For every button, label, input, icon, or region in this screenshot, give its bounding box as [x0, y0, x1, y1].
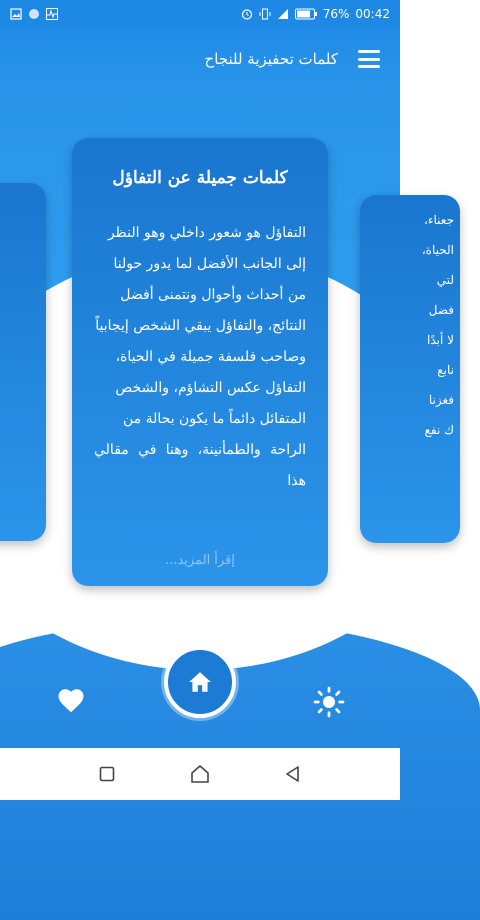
bottom-navigation [0, 620, 400, 740]
text-line [0, 343, 40, 373]
text-line [0, 373, 40, 403]
system-navigation-bar [0, 748, 400, 800]
text-line: من أحداث وأحوال ونتمنى أفضل [120, 287, 306, 303]
home-icon [187, 669, 213, 695]
text-line: نابع [437, 363, 454, 377]
sun-icon[interactable] [313, 686, 345, 718]
square-icon[interactable] [95, 762, 119, 786]
text-line: الحياة، [421, 243, 454, 257]
image-icon [10, 8, 22, 20]
text-line [0, 253, 40, 283]
text-line [0, 313, 40, 343]
battery-percent: 76% [322, 7, 350, 21]
quote-card[interactable] [72, 138, 328, 586]
text-line [0, 403, 40, 433]
heart-icon[interactable] [56, 686, 86, 716]
card-title: كلمات جميلة عن التفاؤل [112, 168, 288, 188]
text-line [0, 283, 40, 313]
status-bar [0, 0, 400, 28]
quote-card-previous[interactable] [0, 183, 46, 541]
vibrate-icon [259, 8, 271, 20]
text-line: فغزنا [428, 393, 454, 407]
text-line [0, 193, 40, 223]
text-line: وصاحب فلسفة جميلة في الحياة، [115, 349, 306, 365]
card-text [0, 183, 46, 473]
text-line: الراحة والطمأنينة، وهنا في مقالي هذا [94, 442, 306, 489]
activity-icon [46, 8, 58, 20]
app-bar [0, 28, 400, 92]
alarm-icon [241, 8, 253, 20]
clock: 00:42 [355, 7, 390, 21]
text-line: لا أبدًا [427, 333, 454, 347]
text-line: إلى الجانب الأفضل لما يدور حولنا [113, 256, 306, 272]
circle-icon [28, 8, 40, 20]
quote-card-next[interactable] [360, 195, 460, 543]
text-line: لتي [436, 273, 454, 287]
battery-icon [295, 8, 317, 20]
card-text [360, 195, 460, 455]
app-title: كلمات تحفيزية للنجاح [204, 50, 338, 68]
text-line: المتفائل دائماً ما يكون بحالة من [123, 411, 306, 427]
text-line [0, 433, 40, 463]
text-line: ك نفع [424, 423, 454, 437]
text-line [0, 223, 40, 253]
text-line: جعناء، [424, 213, 454, 227]
text-line: فضل [428, 303, 454, 317]
back-triangle-icon[interactable] [281, 762, 305, 786]
home-button[interactable] [164, 646, 236, 718]
text-line: التفاؤل هو شعور داخلي وهو النظر [107, 225, 306, 241]
text-line: النتائج، والتفاؤل يبقي الشخص إيجابياً [95, 318, 306, 334]
text-line: التفاؤل عكس التشاؤم، والشخص [115, 380, 306, 396]
read-more-link[interactable]: إقرأ المزيد... [165, 553, 235, 568]
card-body [72, 218, 328, 497]
hamburger-menu-icon[interactable] [358, 50, 380, 68]
signal-icon [277, 8, 289, 20]
home-circle-icon[interactable] [188, 762, 212, 786]
